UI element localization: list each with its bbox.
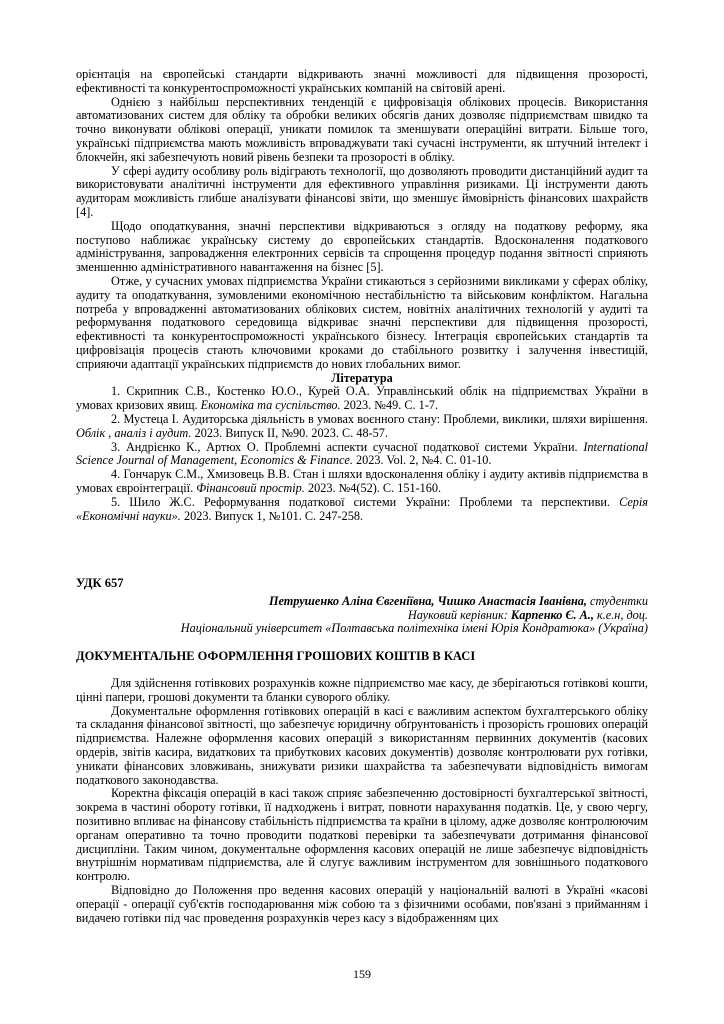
reference-item: 3. Андрієнко К., Артюх О. Проблемні аспекти сучасної податкової системи України. International Science Journal of Management, Economics & Finance. 2023. Vol. 2, №4. С. 01-10.	[76, 439, 648, 468]
reference-item: 1. Скрипник С.В., Костенко Ю.О., Курей О.А. Управлінський облік на підприємствах України в умовах кризових явищ. Економіка та суспільство. 2023. №49. С. 1-7.	[76, 384, 648, 413]
paragraph: Документальне оформлення готівкових операцій в касі є важливим аспектом бухгалтерського обліку та складання фінансової звітності, що забезпечує юридичну обґрунтованість і прозорість грошових операцій підприємства. Належне оформлення касових операцій з використанням первинних документів (касових ордерів, звітів касира, видаткових та прибуткових касових документів) дозволяє контролювати рух готівки, уникати фінансових зловживань, знижувати ризики шахрайства та забезпечувати відповідність вимогам податкового законодавства.	[76, 703, 648, 787]
paragraph: Для здійснення готівкових розрахунків кожне підприємство має касу, де зберігаються готівкові кошти, цінні папери, грошові документи та бланки суворого обліку.	[76, 676, 648, 704]
page-number: 159	[353, 967, 371, 981]
reference-item: 4. Гончарук С.М., Хмизовець В.В. Стан і шляхи вдосконалення обліку і аудиту активів підприємства в умовах євроінтеграції. Фінансовий простір. 2023. №4(52). С. 151-160.	[76, 467, 648, 495]
paragraph: Однією з найбільш перспективних тенденцій є цифровізація облікових процесів. Використання автоматизованих систем для обліку та обробки великих обсягів даних дозволяє підприємствам швидко та точно виконувати облікові операції, уникати помилок та зменшувати операційні витрати. Більше того, українські підприємства мають можливість впроваджувати такі сучасні інструменти, як штучний інтелект і блокчейн, які забезпечують новий рівень безпеки та прозорості в обліку.	[76, 94, 648, 164]
article-body	[76, 677, 648, 925]
paragraph: Отже, у сучасних умовах підприємства України стикаються з серйозними викликами у сферах обліку, аудиту та оподаткування, зумовленими економічною нестабільністю та військовим конфліктом. Нагальна потреба у впровадженні автоматизованих облікових систем, новітніх аналітичних технологій у аудиті та реформування податкового середовища відкриває значні перспективи для підвищення прозорості, ефективності та конкурентоспроможності українського бізнесу. Інтеграція європейських стандартів та цифровізація процесів стають ключовими кроками до стабільного розвитку і залучення інвестицій, сприяючи адаптації українських підприємств до нових глобальних вимог.	[76, 273, 648, 371]
paragraph: орієнтація на європейські стандарти відкривають значні можливості для підвищення прозорості, ефективності та конкурентоспроможності українських компаній на світовій арені.	[76, 67, 648, 95]
authors-block	[76, 595, 648, 636]
paragraph: Коректна фіксація операцій в касі також сприяє забезпеченню достовірності бухгалтерської звітності, зокрема в частині обороту готівки, її надходжень і витрат, повноти нарахування податків. Це, у свою чергу, позитивно впливає на фінансову стабільність підприємства та країни в цілому, адже дозволяє контролюючим органам оперативно та точно проводити податкові перевірки та забезпечувати дотримання фінансової дисципліни. Таким чином, документальне оформлення касових операцій не лише забезпечує відповідність внутрішнім нормативам підприємства, але й слугує важливим інструментом для зовнішнього податкового контролю.	[76, 786, 648, 884]
affiliation: Національний університет «Полтавська політехніка імені Юрія Кондратюка» (Україна)	[180, 621, 648, 636]
article-header	[76, 577, 648, 636]
reference-item: 5. Шило Ж.С. Реформування податкової системи України: Проблеми та перспективи. Серія «Економічні науки». 2023. Випуск 1, №101. С. 247-258.	[76, 494, 648, 523]
udk-code: УДК 657	[76, 576, 124, 590]
paragraph: Відповідно до Положення про ведення касових операцій у національній валюті в Україні «касові операції - операції суб'єктів господарювання між собою та з фізичними особами, пов'язані з прийманням і видачею готівки під час проведення розрахунків через касу з відображенням цих	[76, 882, 648, 925]
reference-item: 2. Мустеца І. Аудиторська діяльність в умовах воєнного стану: Проблеми, виклики, шляхи вирішення. Облік , аналіз і аудит. 2023. Випуск ІІ, №90. 2023. С. 48-57.	[76, 411, 648, 440]
literature-heading: Література	[331, 370, 393, 385]
paragraph: Щодо оподаткування, значні перспективи відкриваються з огляду на податкову реформу, яка поступово наближає українську систему до європейських стандартів. Вдосконалення податкового адміністрування, запровадження електронних сервісів та спрощення процедур подання звітності сприяють зменшенню адміністративного навантаження на бізнес [5].	[76, 218, 648, 275]
paragraph: У сфері аудиту особливу роль відіграють технології, що дозволяють проводити дистанційний аудит та використовувати аналітичні інструменти для ефективного управління ризиками. Ці інструменти дають аудиторам можливість глибше аналізувати фінансові звіти, що зменшує ймовірність фінансових шахрайств [4].	[76, 163, 648, 219]
article-title: ДОКУМЕНТАЛЬНЕ ОФОРМЛЕННЯ ГРОШОВИХ КОШТІВ В КАСІ	[76, 649, 476, 663]
author-line: Петрушенко Аліна Євгеніївна, Чишко Анастасія Іванівна, студентки	[268, 593, 648, 608]
supervisor-line: Науковий керівник: Карпенко Є. А., к.е.н, доц.	[407, 607, 648, 622]
article-title-block	[76, 650, 648, 664]
top-text-block	[76, 68, 648, 523]
